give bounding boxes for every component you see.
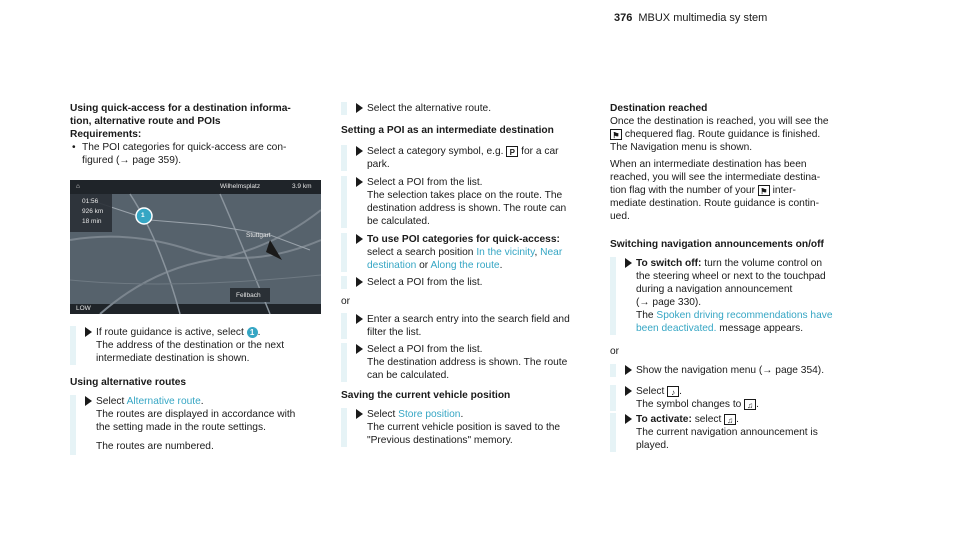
- step-arrow-icon: [356, 277, 363, 287]
- step-arrow-icon: [356, 103, 363, 113]
- section-heading-quick-access: Using quick-access for a destination informa‐ tion, alternative route and POIs: [70, 103, 291, 127]
- section-heading-switching-announcements: Switching navigation announcements on/off: [610, 239, 824, 250]
- step-arrow-icon: [625, 365, 632, 375]
- step-quick-access: To use POI categories for quick-access: select a search position In the vicinity, Near destination or Along the route.: [341, 233, 596, 272]
- store-position-link[interactable]: Store position: [398, 409, 461, 420]
- near-destination-link-cont[interactable]: destination: [367, 260, 417, 271]
- step-arrow-icon: [356, 409, 363, 419]
- step-arrow-icon: [356, 146, 363, 156]
- paragraph-destination-reached: Once the destination is reached, you will see the ⚑ chequered flag. Route guidance is finished. The Navigation menu is shown. When an intermediate destination has been reached, you will see the intermediate destina‐ tion flag with the number of your ⚑ inter‐ mediate destination. Route guidance is contin‐ ued.: [610, 116, 829, 222]
- page-number: 376: [614, 12, 633, 24]
- distance-info: 926 km: [82, 208, 104, 215]
- step-arrow-icon: [85, 327, 92, 337]
- step-arrow-icon: [356, 177, 363, 187]
- home-icon: ⌂: [76, 183, 80, 190]
- time-readout: 01:56: [82, 198, 99, 205]
- step-switch-off: To switch off: turn the volume control on the steering wheel or next to the touchpad during a navigation announcement (→ page 330). The Spoken driving recommendations have been deactivated. message appears.: [610, 257, 865, 335]
- in-the-vicinity-link[interactable]: In the vicinity: [476, 247, 535, 258]
- section-heading-save-position: Saving the current vehicle position: [341, 390, 511, 401]
- step-arrow-icon: [625, 414, 632, 424]
- spoken-recommendations-message-cont: been deactivated.: [636, 323, 717, 334]
- step-arrow-icon: [356, 344, 363, 354]
- step-arrow-icon: [625, 258, 632, 268]
- step-arrow-icon: [356, 314, 363, 324]
- step-search-entry: Enter a search entry into the search field and filter the list.: [341, 313, 596, 339]
- or-text: or: [610, 346, 620, 357]
- list-item: • The POI categories for quick-access are con‐ figured (→ page 359).: [72, 142, 287, 166]
- step-arrow-icon: [85, 396, 92, 406]
- intermediate-flag-icon: ⚑: [758, 185, 770, 196]
- step-select-category: Select a category symbol, e.g. P for a car park.: [341, 145, 596, 171]
- eta-readout: 18 min: [82, 218, 102, 225]
- announcement-off-icon: ♪: [667, 386, 679, 397]
- along-the-route-link[interactable]: Along the route: [430, 260, 500, 271]
- map-graphic: [70, 180, 321, 314]
- step-select-poi-2: Select a POI from the list.: [341, 276, 596, 289]
- announcement-on-icon: ♫: [744, 399, 756, 410]
- header-title: MBUX multimedia sy stem: [638, 12, 768, 24]
- section-heading-destination-reached: Destination reached: [610, 103, 708, 114]
- fuel-indicator: LOW: [76, 305, 91, 312]
- requirements-label: Requirements:: [70, 129, 142, 140]
- street-name: Wilhelmsplatz: [220, 183, 261, 190]
- step-alternative-route: Select Alternative route. The routes are displayed in accordance with the setting made in the route settings. The routes are numbered.: [70, 395, 325, 455]
- map-place-label: Fellbach: [236, 292, 261, 299]
- map-place-label: Stuttgart: [246, 232, 271, 239]
- bullet-icon: •: [72, 142, 76, 153]
- spoken-recommendations-message: Spoken driving recommendations have: [656, 310, 833, 321]
- step-select-speaker: Select ♪ . The symbol changes to ♫ .: [610, 385, 865, 411]
- step-show-menu: Show the navigation menu (→ page 354).: [610, 364, 865, 377]
- near-destination-link[interactable]: Near: [540, 247, 563, 258]
- step-select-callout: If route guidance is active, select 1 . The address of the destination or the next intermediate destination is shown.: [70, 326, 325, 365]
- step-select-poi: Select a POI from the list. The selection takes place on the route. The destination address is shown. The route can be calculated.: [341, 176, 596, 228]
- step-select-poi-3: Select a POI from the list. The destination address is shown. The route can be calculated.: [341, 343, 596, 382]
- chequered-flag-icon: ⚑: [610, 129, 622, 140]
- step-store-position: Select Store position. The current vehicle position is saved to the "Previous destinations" memory.: [341, 408, 596, 447]
- step-arrow-icon: [356, 234, 363, 244]
- or-text: or: [341, 296, 351, 307]
- page-header: [614, 12, 767, 24]
- announcement-on-icon: ♫: [724, 414, 736, 425]
- alternative-route-link[interactable]: Alternative route: [126, 396, 201, 407]
- navigation-screen-image: [70, 180, 321, 314]
- section-heading-poi: Setting a POI as an intermediate destination: [341, 125, 554, 136]
- step-arrow-icon: [625, 386, 632, 396]
- step-activate: To activate: select ♫ . The current navigation announcement is played.: [610, 413, 865, 452]
- section-heading-alternative-routes: Using alternative routes: [70, 377, 187, 388]
- callout-marker: 1: [141, 212, 145, 219]
- callout-1-icon: 1: [247, 327, 258, 338]
- car-park-icon: P: [506, 146, 518, 157]
- step-select-alternative: Select the alternative route.: [341, 102, 596, 115]
- distance-readout: 3.9 km: [292, 183, 312, 190]
